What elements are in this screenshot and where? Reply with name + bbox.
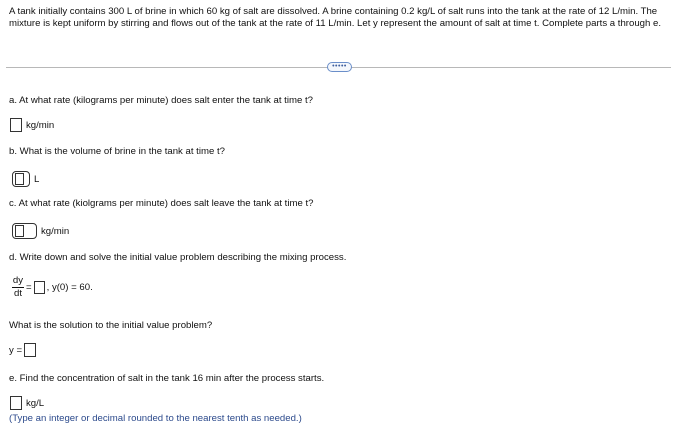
part-e-question: e. Find the concentration of salt in the tank 16 min after the process starts.	[9, 373, 325, 384]
expand-more-button[interactable]: •••••	[327, 62, 352, 72]
solution-answer-row	[9, 343, 36, 357]
part-c-question: c. At what rate (kiolgrams per minute) does salt leave the tank at time t?	[9, 198, 314, 209]
problem-statement: A tank initially contains 300 L of brine in which 60 kg of salt are dissolved. A brine containing 0.2 kg/L of salt runs into the tank at the rate of 12 L/min. The mixture is kept uniform by stirring and flows out of the tank at the rate of 11 L/min. Let y represent the amount of salt at time t. Complete parts a through e.	[9, 6, 661, 29]
part-d-question: d. Write down and solve the initial value problem describing the mixing process.	[9, 252, 347, 263]
solution-question: What is the solution to the initial value problem?	[9, 320, 213, 331]
part-a-unit: kg/min	[26, 119, 55, 131]
part-e-answer-input[interactable]	[10, 396, 22, 410]
part-c-answer-input[interactable]	[12, 223, 37, 239]
part-b-answer-row	[12, 171, 39, 187]
derivative-denominator: dt	[13, 288, 22, 299]
initial-condition: , y(0) = 60.	[46, 282, 93, 293]
solution-input[interactable]	[24, 343, 36, 357]
part-a-answer-input[interactable]	[10, 118, 22, 132]
part-e-unit: kg/L	[26, 397, 45, 409]
part-e-hint: (Type an integer or decimal rounded to the nearest tenth as needed.)	[9, 413, 302, 424]
part-b-question: b. What is the volume of brine in the tank at time t?	[9, 146, 225, 157]
part-e-answer-row	[10, 396, 44, 410]
derivative-numerator: dy	[12, 275, 24, 286]
part-b-unit: L	[34, 173, 40, 185]
part-c-answer-row	[12, 223, 69, 239]
part-b-answer-input[interactable]	[12, 171, 30, 187]
part-c-cursor-box	[15, 225, 24, 237]
part-a-question: a. At what rate (kilograms per minute) does salt enter the tank at time t?	[9, 95, 313, 106]
derivative-fraction	[12, 276, 24, 299]
part-b-cursor-box	[15, 173, 24, 185]
ode-rhs-input[interactable]	[34, 281, 45, 294]
equals-sign: =	[26, 282, 32, 293]
part-c-unit: kg/min	[41, 225, 70, 237]
part-a-answer-row	[10, 118, 54, 132]
y-label: y =	[9, 344, 23, 356]
ode-equation	[12, 276, 93, 299]
